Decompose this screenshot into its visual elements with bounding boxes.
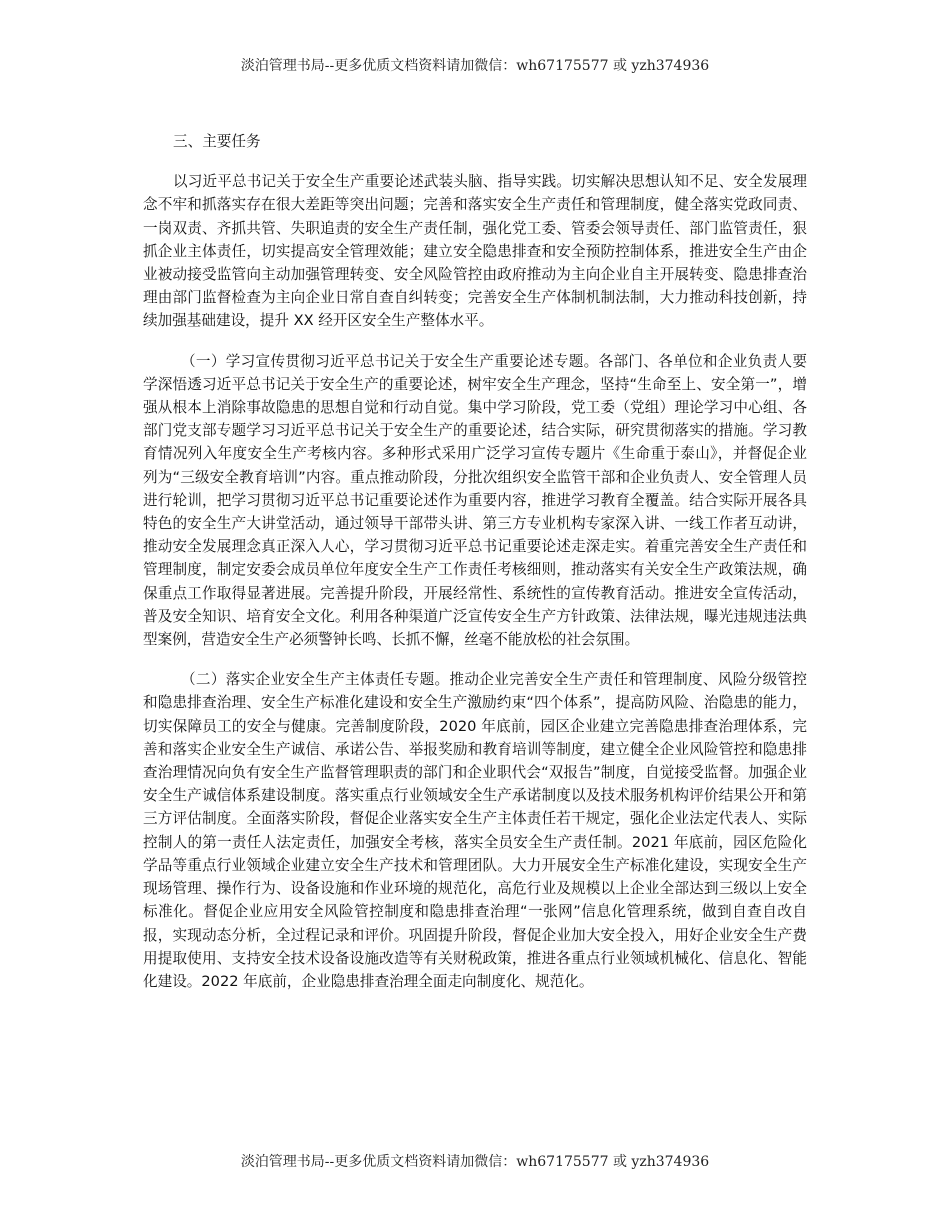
section-title: 三、主要任务 xyxy=(173,133,261,150)
page-header: 淡泊管理书局--更多优质文档资料请加微信：wh67175577 或 yzh374936 xyxy=(240,58,710,74)
page-footer: 淡泊管理书局--更多优质文档资料请加微信：wh67175577 或 yzh374936 xyxy=(240,1154,710,1170)
paragraph-topic-2: （二）落实企业安全生产主体责任专题。推动企业完善安全生产责任和管理制度、风险分级管控和隐患排查治理、安全生产标准化建设和安全生产激励约束“四个体系”，提高防风险、治隐患的能力，切实保障员工的安全与健康。完善制度阶段，2020 年底前，园区企业建立完善隐患排查治理体系，完善和落实企业安全生产诚信、承诺公告、举报奖励和教育培训等制度，建立健全企业风险管控和隐患排查治理情况向负有安全生产监督管理职责的部门和企业职代会“双报告”制度，自觉接受监督。加强企业安全生产诚信体系建设制度。落实重点行业领域安全生产承诺制度以及技术服务机构评价结果公开和第三方评估制度。全面落实阶段，督促企业落实安全生产主体责任若干规定，强化企业法定代表人、实际控制人的第一责任人法定责任，加强安全考核，落实全员安全生产责任制。2021 年底前，园区危险化学品等重点行业领域企业建立安全生产技术和管理团队。大力开展安全生产标准化建设，实现安全生产现场管理、操作行为、设备设施和作业环境的规范化，高危行业及规模以上企业全部达到三级以上安全标准化。督促企业应用安全风险管控制度和隐患排查治理“一张网”信息化管理系统，做到自查自改自报，实现动态分析，全过程记录和评价。巩固提升阶段，督促企业加大安全投入，用好企业安全生产费用提取使用、支持安全技术设备设施改造等有关财税政策，推进各重点行业领域机械化、信息化、智能化建设。2022 年底前，企业隐患排查治理全面走向制度化、规范化。 xyxy=(143,671,807,990)
paragraph-topic-1: （一）学习宣传贯彻习近平总书记关于安全生产重要论述专题。各部门、各单位和企业负责人要学深悟透习近平总书记关于安全生产的重要论述，树牢安全生产理念，坚持“生命至上、安全第一”，增强从根本上消除事故隐患的思想自觉和行动自觉。集中学习阶段，党工委（党组）理论学习中心组、各部门党支部专题学习习近平总书记关于安全生产的重要论述，结合实际，研究贯彻落实的措施。学习教育情况列入年度安全生产考核内容。多种形式采用广泛学习宣传专题片《生命重于泰山》，并督促企业列为“三级安全教育培训”内容。重点推动阶段，分批次组织安全监管干部和企业负责人、安全管理人员进行轮训，把学习贯彻习近平总书记重要论述作为重要内容，推进学习教育全覆盖。结合实际开展各具特色的安全生产大讲堂活动，通过领导干部带头讲、第三方专业机构专家深入讲、一线工作者互动讲，推动安全发展理念真正深入人心，学习贯彻习近平总书记重要论述走深走实。着重完善安全生产责任和管理制度，制定安委会成员单位年度安全生产工作责任考核细则，推动落实有关安全生产政策法规，确保重点工作取得显著进展。完善提升阶段，开展经常性、系统性的宣传教育活动。推进安全宣传活动，普及安全知识、培育安全文化。利用各种渠道广泛宣传安全生产方针政策、法律法规，曝光违规违法典型案例，营造安全生产必须警钟长鸣、长抓不懈，丝毫不能放松的社会氛围。 xyxy=(143,352,807,649)
document-body xyxy=(143,130,807,1010)
paragraph-intro: 以习近平总书记关于安全生产重要论述武装头脑、指导实践。切实解决思想认知不足、安全发展理念不牢和抓落实存在很大差距等突出问题；完善和落实安全生产责任和管理制度，健全落实党政同责、一岗双责、齐抓共管、失职追责的安全生产责任制，强化党工委、管委会领导责任、部门监管责任，狠抓企业主体责任，切实提高安全管理效能；建立安全隐患排查和安全预防控制体系，推进安全生产由企业被动接受监管向主动加强管理转变、安全风险管控由政府推动为主向企业自主开展转变、隐患排查治理由部门监督检查为主向企业日常自查自纠转变；完善安全生产体制机制法制，大力推动科技创新，持续加强基础建设，提升 XX 经开区安全生产整体水平。 xyxy=(143,173,807,330)
